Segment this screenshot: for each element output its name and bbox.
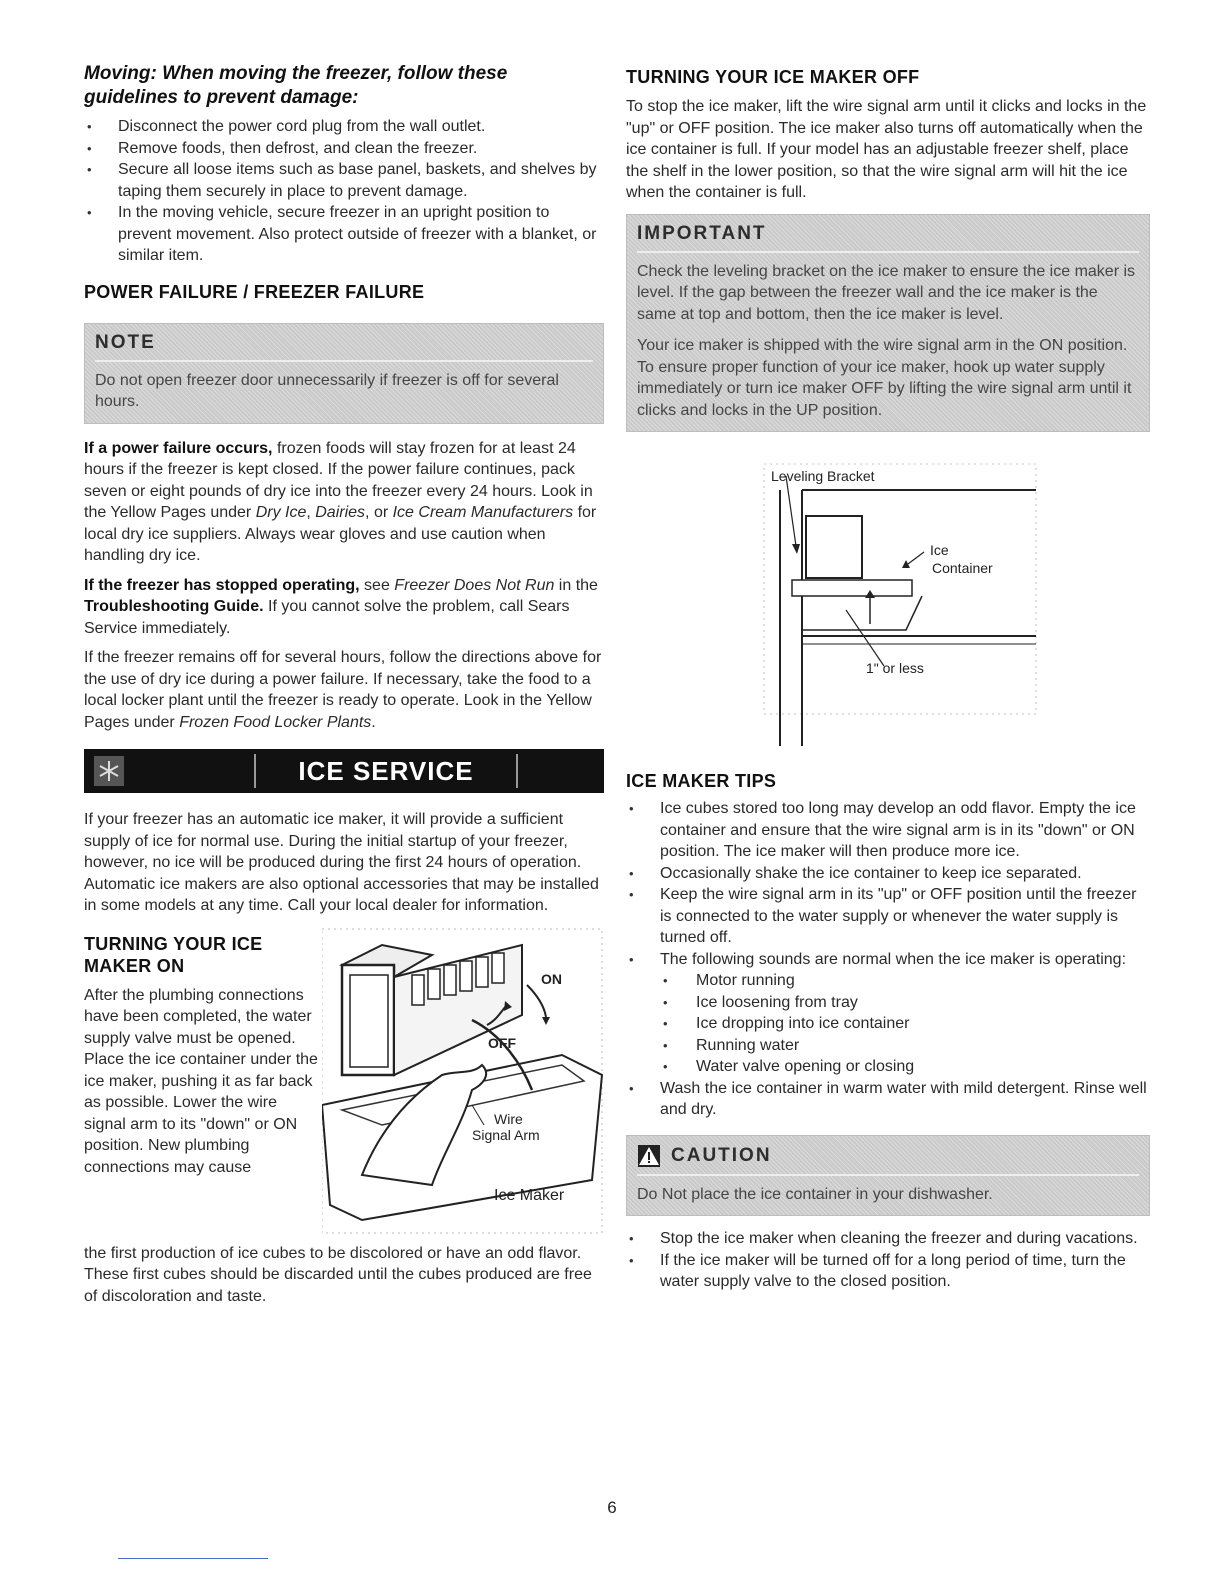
- stopped-operating-paragraph: [84, 575, 604, 640]
- list-item: • Occasionally shake the ice container to keep ice separated.: [626, 863, 1150, 885]
- gap-label: 1" or less: [866, 660, 924, 676]
- sounds-list: [660, 970, 1150, 1078]
- list-item: [626, 949, 1150, 1078]
- footer-rule: [118, 1558, 268, 1559]
- note-box: [84, 323, 604, 424]
- list-item-text: The following sounds are normal when the ice maker is operating:: [660, 950, 1127, 968]
- moving-list: [84, 116, 604, 267]
- tips-list: [626, 798, 1150, 1121]
- ice-service-intro: If your freezer has an automatic ice maker, it will provide a sufficient supply of ice for normal use. During the initial startup of your freezer, however, no ice will be produced during the first 24 hours of operation. Automatic ice makers are also optional accessories that may be installed in some models at any time. Call your local dealer for information.: [84, 811, 599, 914]
- caution-title: CAUTION: [671, 1144, 772, 1166]
- caution-text: Do Not place the ice container in your dishwasher.: [637, 1185, 993, 1203]
- ice-maker-on-section: [84, 925, 604, 1243]
- caution-box: [626, 1135, 1150, 1217]
- leveling-bracket-label: Leveling Bracket: [771, 468, 875, 484]
- text-run: Dairies: [315, 504, 366, 521]
- list-item: • In the moving vehicle, secure freezer in an upright position to prevent movement. Also protect outside of freezer with a blanket, or similar item.: [84, 202, 604, 267]
- text-run: Troubleshooting Guide.: [84, 598, 264, 615]
- text-run: for local dry ice suppliers. Always wear gloves and use caution when handling dry ice.: [84, 504, 597, 564]
- snowflake-icon: [94, 756, 124, 786]
- ice-maker-off-text: To stop the ice maker, lift the wire signal arm until it clicks and locks in the "up" or OFF position. The ice maker also turns off automatically when the ice container is full. If your model has an adjustable freezer shelf, place the shelf in the lower position, so that the wire signal arm will hit the ice when the container is full.: [626, 98, 1147, 201]
- page-number: 6: [607, 1498, 617, 1517]
- text-run: Dry Ice: [255, 504, 307, 521]
- list-item: • Keep the wire signal arm in its "up" or OFF position until the freezer is connected to the water supply or whenever the water supply is turned off.: [626, 884, 1150, 949]
- text-run: see: [359, 576, 395, 594]
- ice-maker-off-heading: TURNING YOUR ICE MAKER OFF: [626, 67, 920, 87]
- leveling-drawing: [626, 446, 1150, 758]
- warning-icon: [637, 1144, 661, 1168]
- important-text-2: Your ice maker is shipped with the wire signal arm in the ON position. To ensure proper function of your ice maker, hook up water supply immediately or turn ice maker OFF by lifting the wire signal arm until it clicks and locks in the UP position.: [637, 337, 1132, 419]
- list-item: • Disconnect the power cord plug from the wall outlet.: [84, 116, 604, 138]
- list-item: • Ice cubes stored too long may develop an odd flavor. Empty the ice container and ensure that the wire signal arm is in its "down" or ON position. The ice maker will then produce more ice.: [626, 798, 1150, 863]
- leveling-diagram: [626, 446, 1150, 758]
- note-title: NOTE: [95, 330, 593, 362]
- remains-off-paragraph: [84, 647, 604, 733]
- text-run: Freezer Does Not Run: [394, 576, 555, 594]
- list-item: • Stop the ice maker when cleaning the freezer and during vacations.: [626, 1228, 1150, 1250]
- list-item: • Running water: [660, 1035, 1150, 1057]
- note-text: Do not open freezer door unnecessarily if freezer is off for several hours.: [95, 371, 559, 410]
- banner-title-frame: [254, 754, 518, 788]
- moving-heading: Moving: When moving the freezer, follow these guidelines to prevent damage:: [84, 63, 508, 108]
- list-item: • Ice loosening from tray: [660, 992, 1150, 1014]
- power-failure-heading: POWER FAILURE / FREEZER FAILURE: [84, 281, 425, 302]
- text-run: in the: [554, 576, 598, 594]
- text-run: Frozen Food Locker Plants: [179, 713, 372, 731]
- text-run: frozen foods will stay frozen for at least 24 hours if the freezer is kept closed. If the power failure continues, pack seven or eight pounds of dry ice into the freezer every 24 hours. Look in the Yellow Pages under: [84, 439, 593, 521]
- left-column: [84, 62, 604, 1315]
- list-item: • Ice dropping into ice container: [660, 1013, 1150, 1035]
- ice-service-title: ICE SERVICE: [298, 755, 474, 786]
- ice-maker-on-text: After the plumbing connections have been completed, the water supply valve must be opened. Place the ice container under the ice maker, pushing it as far back as possible. Lower the wire signal arm to its "down" or ON position. New plumbing connections may cause: [84, 986, 318, 1176]
- ice-maker-label: Ice Maker: [494, 1186, 565, 1204]
- text-run: .: [371, 713, 376, 731]
- power-failure-lead: If a power failure occurs,: [84, 439, 273, 457]
- text-run: ,: [306, 504, 316, 521]
- important-text-1: Check the leveling bracket on the ice maker to ensure the ice maker is level. If the gap between the freezer wall and the ice maker is the same at top and bottom, then the ice maker is level.: [637, 262, 1136, 323]
- ice-label: Ice: [930, 542, 949, 558]
- ice-maker-on-heading: TURNING YOUR ICE MAKER ON: [84, 933, 263, 976]
- list-item: • Secure all loose items such as base panel, baskets, and shelves by taping them securely in place to prevent damage.: [84, 159, 604, 202]
- container-label: Container: [932, 560, 993, 576]
- list-item: • If the ice maker will be turned off for a long period of time, turn the water supply valve to the closed position.: [626, 1250, 1150, 1293]
- off-label: OFF: [488, 1034, 516, 1051]
- list-item: • Remove foods, then defrost, and clean the freezer.: [84, 138, 604, 160]
- important-title: IMPORTANT: [637, 221, 1139, 253]
- ice-maker-on-illustration: [322, 925, 606, 1243]
- power-failure-paragraph: [84, 438, 604, 567]
- text-run: If you cannot solve the problem, call Sears Service immediately.: [84, 598, 570, 637]
- stopped-operating-lead: If the freezer has stopped operating,: [84, 576, 360, 594]
- signal-arm-label: Signal Arm: [472, 1126, 540, 1143]
- ice-maker-on-text-continued: the first production of ice cubes to be discolored or have an odd flavor. These first cubes should be discarded until the cubes produced are free of discoloration and taste.: [84, 1244, 592, 1305]
- ice-maker-tips-heading: ICE MAKER TIPS: [626, 771, 777, 791]
- list-item: • Water valve opening or closing: [660, 1056, 1150, 1078]
- ice-maker-on-text-block: [84, 925, 320, 1187]
- right-column: [626, 62, 1150, 1303]
- text-run: Ice Cream Manufacturers: [392, 504, 574, 521]
- list-item: • Wash the ice container in warm water with mild detergent. Rinse well and dry.: [626, 1078, 1150, 1121]
- important-box: [626, 214, 1150, 433]
- list-item: • Motor running: [660, 970, 1150, 992]
- ice-service-banner: [84, 749, 604, 793]
- caution-header: [637, 1142, 1139, 1176]
- text-run: , or: [365, 504, 393, 521]
- text-run: If the freezer remains off for several hours, follow the directions above for the use of dry ice during a power failure. If necessary, take the food to a local locker plant until the freezer is ready to operate. Look in the Yellow Pages under: [84, 649, 602, 731]
- on-label: ON: [541, 970, 562, 987]
- wire-label: Wire: [494, 1110, 523, 1127]
- after-caution-list: [626, 1228, 1150, 1293]
